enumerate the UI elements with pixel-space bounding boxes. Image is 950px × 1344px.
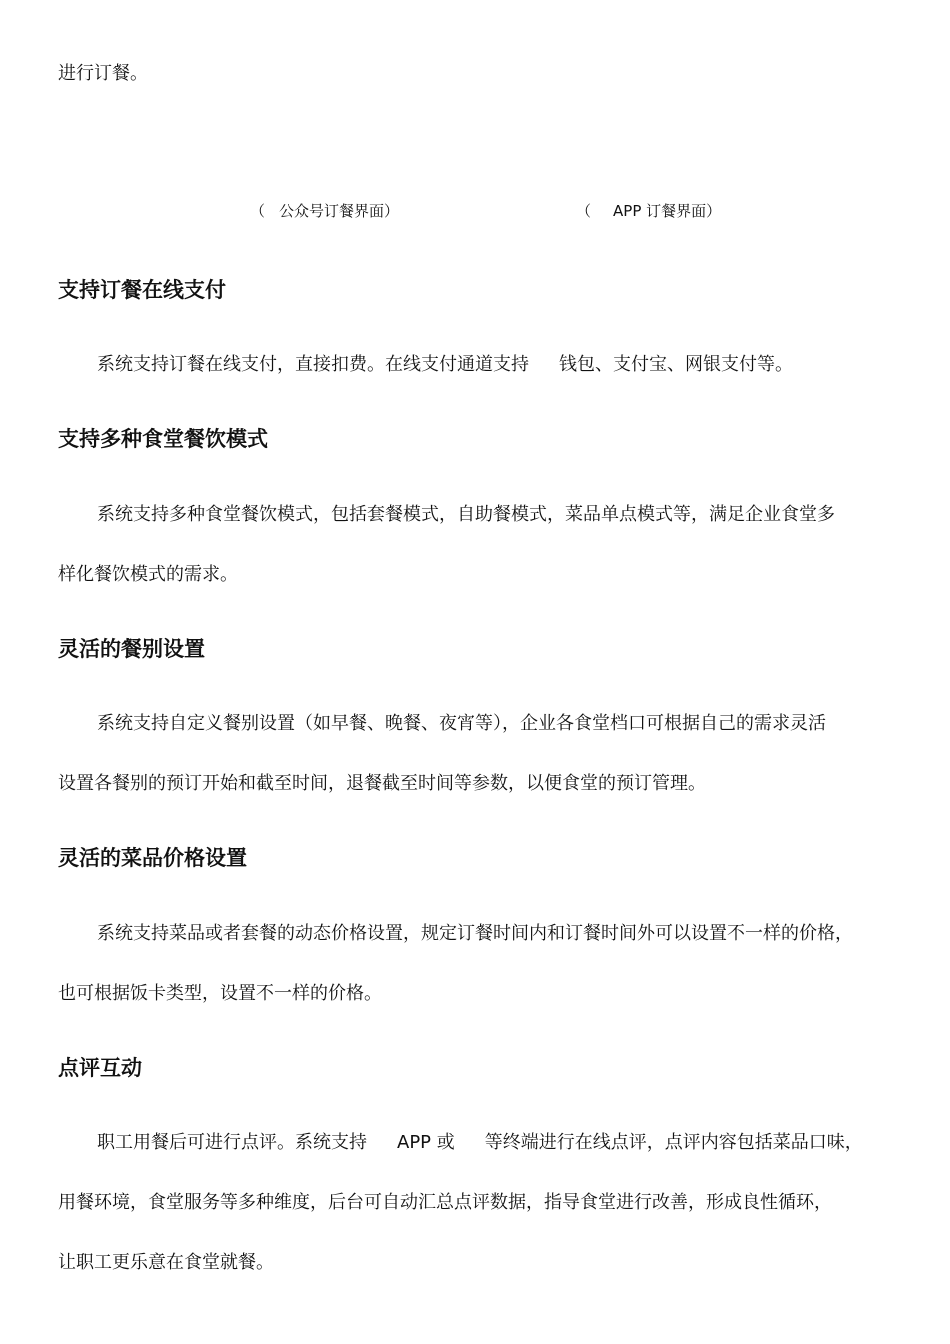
heading-review: 点评互动 bbox=[58, 1056, 142, 1080]
text-segment: 系统支持订餐在线支付，直接扣费。在线支付通道支持 bbox=[97, 354, 529, 375]
paragraph-dining-modes-line2: 样化餐饮模式的需求。 bbox=[58, 564, 238, 585]
caption-open-paren: （ bbox=[576, 202, 592, 220]
heading-price-settings: 灵活的菜品价格设置 bbox=[58, 846, 247, 870]
paragraph-review-line3: 让职工更乐意在食堂就餐。 bbox=[58, 1252, 274, 1273]
text-segment: 钱包、支付宝、网银支付等。 bbox=[559, 354, 793, 375]
paragraph-price-settings-line2: 也可根据饭卡类型，设置不一样的价格。 bbox=[58, 983, 382, 1004]
caption-open-paren: （ bbox=[250, 202, 266, 220]
intro-tail-text: 进行订餐。 bbox=[58, 63, 148, 84]
paragraph-dining-modes-line1: 系统支持多种食堂餐饮模式，包括套餐模式，自助餐模式，菜品单点模式等，满足企业食堂多 bbox=[97, 504, 835, 525]
caption-text: APP 订餐界面） bbox=[613, 202, 722, 220]
heading-online-pay: 支持订餐在线支付 bbox=[58, 278, 226, 302]
paragraph-meal-settings-line2: 设置各餐别的预订开始和截至时间，退餐截至时间等参数，以便食堂的预订管理。 bbox=[58, 773, 706, 794]
paragraph-online-pay bbox=[97, 353, 793, 377]
paragraph-price-settings-line1: 系统支持菜品或者套餐的动态价格设置，规定订餐时间内和订餐时间外可以设置不一样的价格， bbox=[97, 923, 853, 944]
text-segment: 等终端进行在线点评，点评内容包括菜品口味， bbox=[484, 1132, 863, 1153]
paragraph-meal-settings-line1: 系统支持自定义餐别设置（如早餐、晚餐、夜宵等），企业各食堂档口可根据自己的需求灵活 bbox=[97, 713, 826, 734]
caption-official-account bbox=[250, 200, 399, 222]
text-segment: APP 或 bbox=[397, 1132, 455, 1153]
text-segment: 职工用餐后可进行点评。系统支持 bbox=[97, 1132, 367, 1153]
heading-dining-modes: 支持多种食堂餐饮模式 bbox=[58, 427, 268, 451]
caption-text: 公众号订餐界面） bbox=[279, 202, 400, 220]
paragraph-review-line2: 用餐环境，食堂服务等多种维度，后台可自动汇总点评数据，指导食堂进行改善，形成良性循环， bbox=[58, 1192, 832, 1213]
heading-meal-settings: 灵活的餐别设置 bbox=[58, 637, 205, 661]
paragraph-review-line1 bbox=[97, 1131, 863, 1155]
caption-app bbox=[576, 200, 721, 222]
